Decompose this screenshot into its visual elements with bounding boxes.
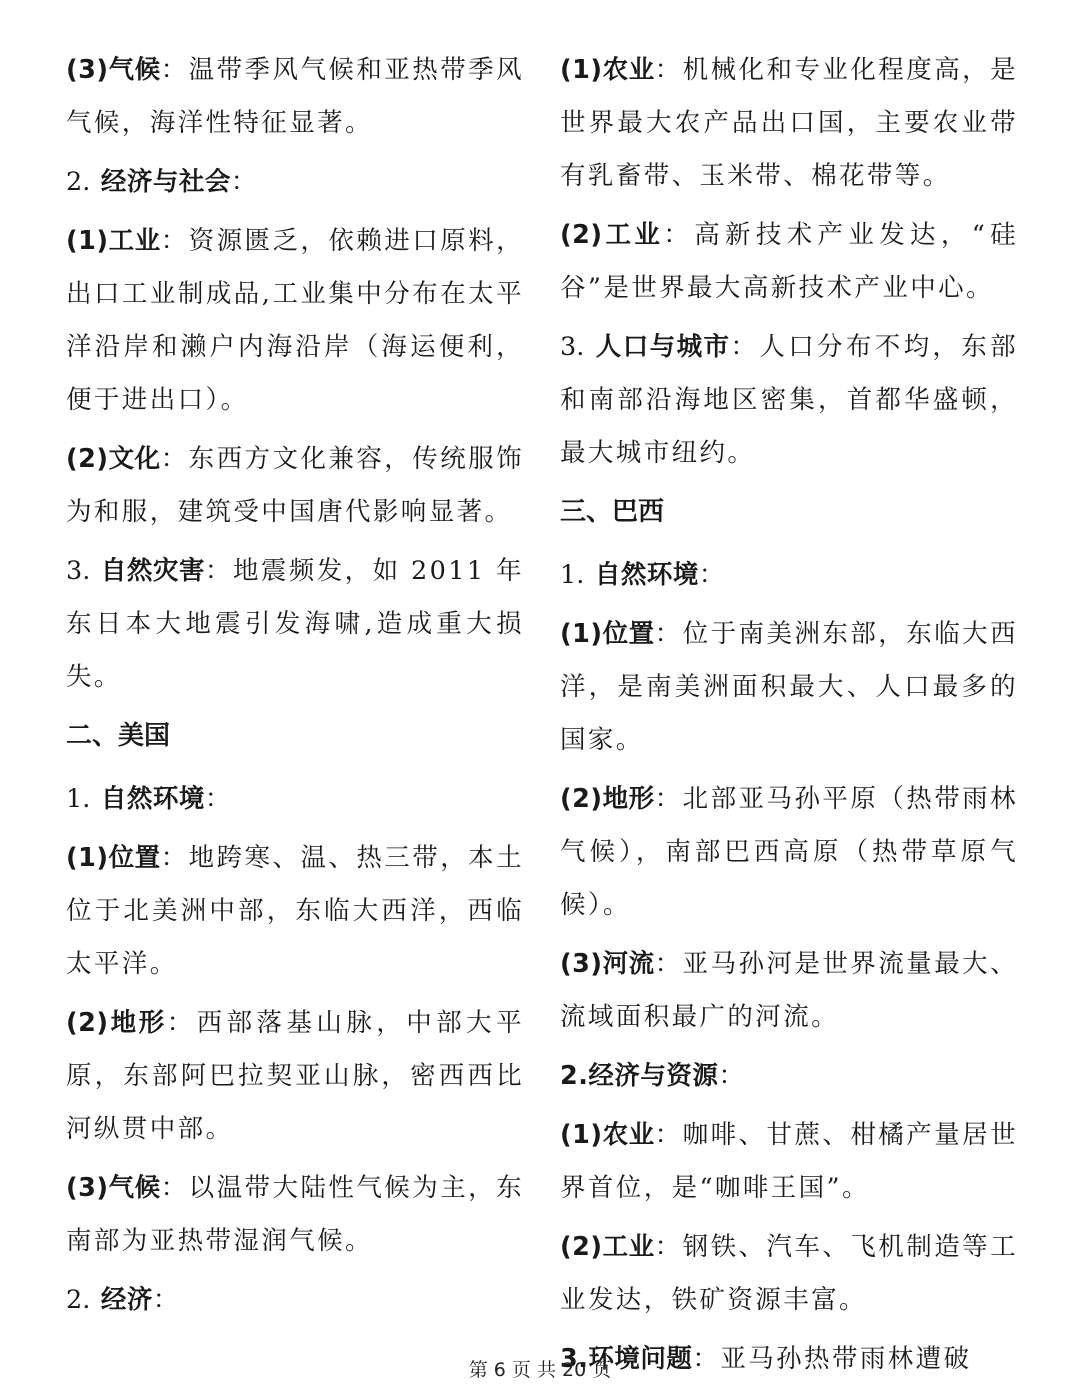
body-text: 亚马孙热带雨林遭破 (720, 1344, 972, 1374)
body-text: 咖啡、甘蔗、柑橘产量居世界首位，是“咖啡王国”。 (560, 1120, 1018, 1203)
label-sep: ： (654, 55, 683, 85)
body-text: 以温带大陆性气候为主，东南部为亚热带湿润气候。 (66, 1173, 524, 1256)
heading-number: 1. (560, 560, 585, 590)
label-sep: ： (698, 560, 727, 590)
usa-economy-heading (66, 1274, 524, 1327)
section-heading-brazil: 三、巴西 (560, 497, 665, 527)
body-text: 地跨寒、温、热三带，本土位于北美洲中部，东临大西洋，西临太平洋。 (66, 843, 524, 979)
section-heading-usa: 二、美国 (66, 721, 171, 751)
japan-climate-paragraph (66, 44, 524, 150)
heading-label: 自然环境 (100, 784, 205, 814)
label: (2)文化 (66, 444, 161, 474)
heading-number: 3. (66, 556, 91, 586)
heading-number: 1. (66, 784, 91, 814)
usa-terrain-paragraph (66, 997, 524, 1156)
heading-number: 2. (66, 1285, 91, 1315)
body-text: 东西方文化兼容，传统服饰为和服，建筑受中国唐代影响显著。 (66, 444, 524, 527)
label-sep: ： (160, 444, 189, 474)
label-sep: ： (663, 220, 695, 250)
brazil-terrain-paragraph (560, 773, 1018, 932)
label: 3.环境问题 (560, 1344, 693, 1374)
heading-label: 经济 (100, 1285, 153, 1315)
body-text: 资源匮乏，依赖进口原料，出口工业制成品,工业集中分布在太平洋沿岸和濑户内海沿岸（海运便利，便于进出口）。 (66, 226, 524, 415)
body-text: 西部落基山脉，中部大平原，东部阿巴拉契亚山脉，密西西比河纵贯中部。 (66, 1008, 524, 1144)
label-sep: ： (654, 1232, 683, 1262)
heading-number: 2. (66, 167, 91, 197)
brazil-nature-heading (560, 549, 1018, 602)
page-footer: 第 6 页 共 20 页 (468, 1359, 612, 1381)
japan-disaster-paragraph (66, 545, 524, 704)
heading-label: 经济与社会 (100, 167, 231, 197)
label-sep: ： (152, 1285, 181, 1315)
label: 人口与城市 (595, 332, 731, 362)
label: (1)位置 (560, 619, 655, 649)
label-sep: ： (230, 167, 259, 197)
usa-population-paragraph (560, 321, 1018, 480)
left-column (66, 44, 524, 1333)
label-sep: ： (654, 619, 683, 649)
label-sep: ： (718, 1061, 747, 1091)
right-column (560, 44, 1018, 1392)
usa-nature-heading (66, 773, 524, 826)
label: (3)气候 (66, 1173, 161, 1203)
body-text: 位于南美洲东部，东临大西洋，是南美洲面积最大、人口最多的国家。 (560, 619, 1018, 755)
label: (2)工业 (560, 220, 664, 250)
label-sep: ： (160, 55, 189, 85)
body-text: 亚马孙河是世界流量最大、流域面积最广的河流。 (560, 949, 1018, 1032)
heading-label: 2.经济与资源 (560, 1061, 719, 1091)
usa-climate-paragraph (66, 1162, 524, 1268)
body-text: 温带季风气候和亚热带季风气候，海洋性特征显著。 (66, 55, 524, 138)
body-text: 高新技术产业发达，“硅谷”是世界最大高新技术产业中心。 (560, 220, 1018, 303)
usa-industry-paragraph (560, 209, 1018, 315)
japan-industry-paragraph (66, 215, 524, 427)
japan-culture-paragraph (66, 433, 524, 539)
label: (3)河流 (560, 949, 655, 979)
label-sep: ： (654, 949, 683, 979)
heading-number: 3. (560, 332, 585, 362)
label-sep: ： (692, 1344, 721, 1374)
brazil-economy-heading (560, 1050, 1018, 1103)
body-text: 机械化和专业化程度高，是世界最大农产品出口国，主要农业带有乳畜带、玉米带、棉花带等。 (560, 55, 1018, 191)
label: (1)农业 (560, 55, 655, 85)
label-sep: ： (205, 556, 233, 586)
brazil-industry-paragraph (560, 1221, 1018, 1327)
label-sep: ： (160, 1173, 189, 1203)
body-text: 北部亚马孙平原（热带雨林气候），南部巴西高原（热带草原气候）。 (560, 784, 1018, 920)
label-sep: ： (204, 784, 233, 814)
label: (2)地形 (560, 784, 655, 814)
label: 自然灾害 (100, 556, 206, 586)
brazil-location-paragraph (560, 608, 1018, 767)
label: (1)工业 (66, 226, 161, 256)
body-text: 人口分布不均，东部和南部沿海地区密集，首都华盛顿，最大城市纽约。 (560, 332, 1018, 468)
usa-agriculture-paragraph (560, 44, 1018, 203)
label-sep: ： (166, 1008, 197, 1038)
body-text: 地震频发，如 2011 年东日本大地震引发海啸,造成重大损失。 (66, 556, 524, 692)
label-sep: ： (730, 332, 760, 362)
brazil-agriculture-paragraph (560, 1109, 1018, 1215)
label-sep: ： (160, 843, 189, 873)
label: (1)位置 (66, 843, 161, 873)
japan-economy-heading (66, 156, 524, 209)
label: (1)农业 (560, 1120, 655, 1150)
label-sep: ： (160, 226, 189, 256)
label: (3)气候 (66, 55, 161, 85)
heading-label: 自然环境 (594, 560, 699, 590)
body-text: 钢铁、汽车、飞机制造等工业发达，铁矿资源丰富。 (560, 1232, 1018, 1315)
brazil-river-paragraph (560, 938, 1018, 1044)
label-sep: ： (654, 1120, 683, 1150)
label-sep: ： (654, 784, 683, 814)
label: (2)工业 (560, 1232, 655, 1262)
usa-location-paragraph (66, 832, 524, 991)
label: (2)地形 (66, 1008, 167, 1038)
